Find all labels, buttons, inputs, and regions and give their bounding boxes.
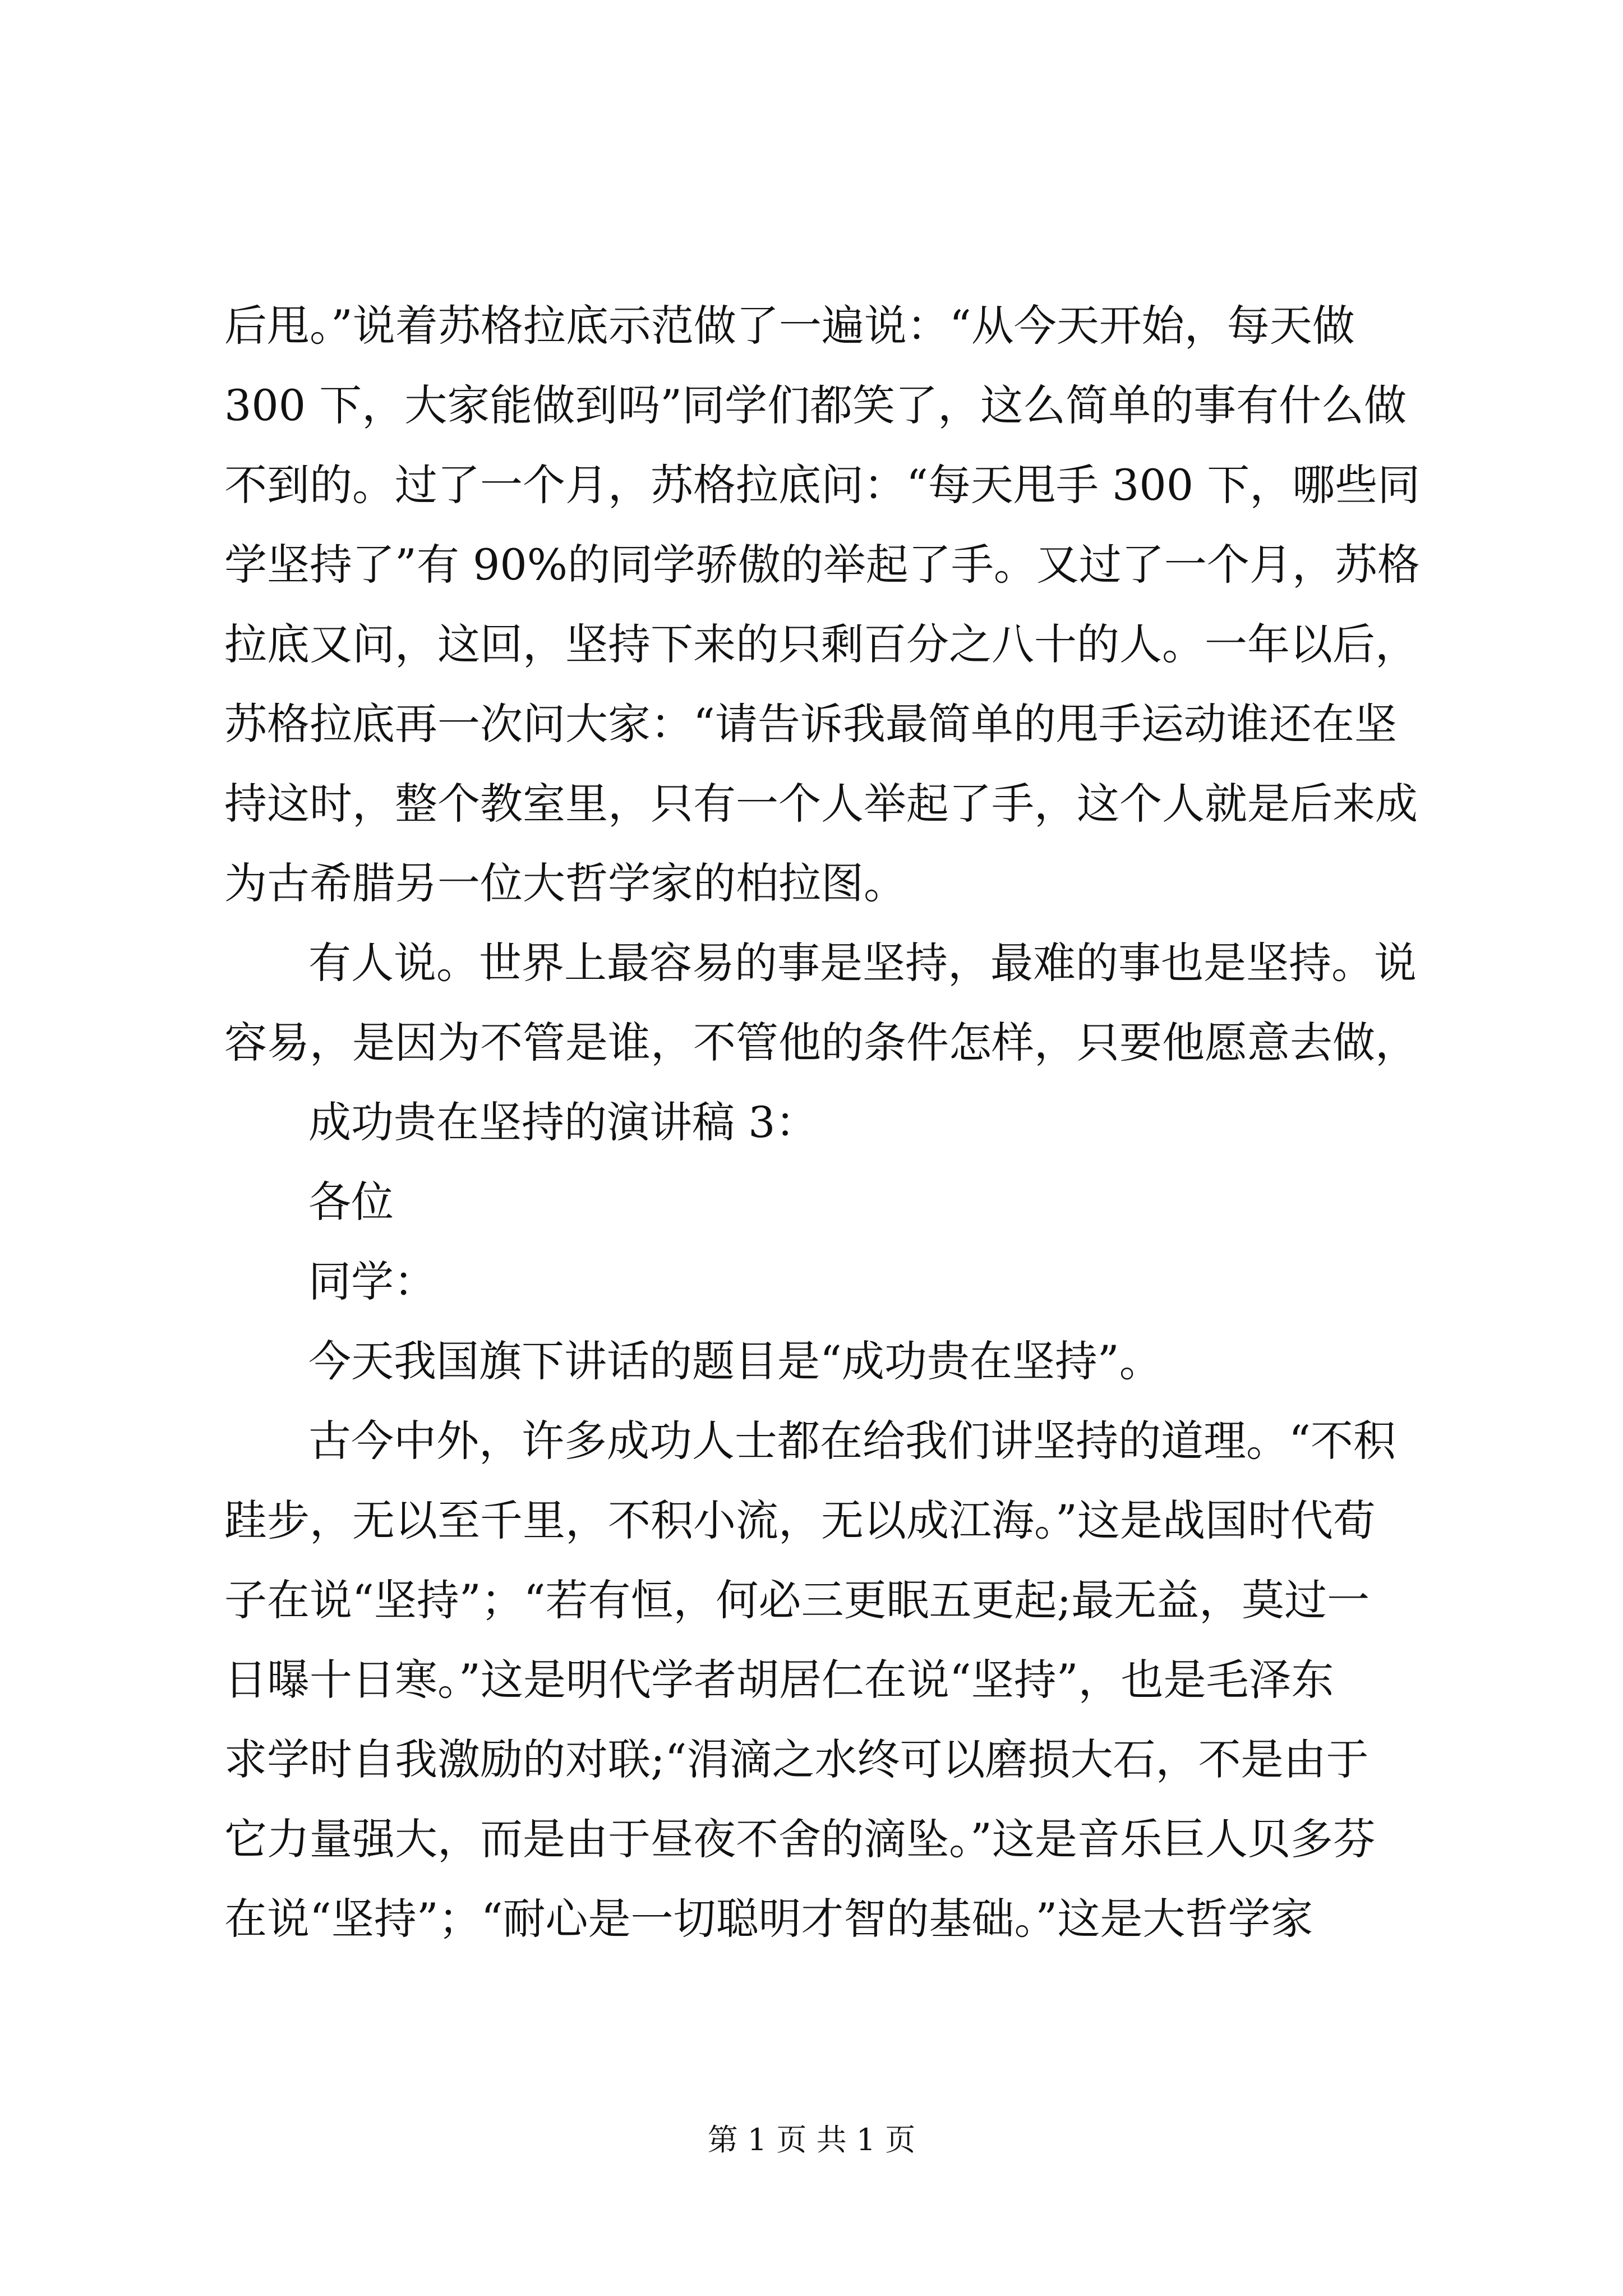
text-line: 拉底又问，这回，坚持下来的只剩百分之八十的人。一年以后， bbox=[224, 619, 1418, 669]
document-body bbox=[224, 286, 1430, 1959]
paragraph-start-line: 有人说。世界上最容易的事是坚持，最难的事也是坚持。说 bbox=[308, 938, 1417, 988]
text-line: 在说“坚持”；“耐心是一切聪明才智的基础。”这是大哲学家 bbox=[224, 1894, 1313, 1944]
text-line: 跬步，无以至千里，不积小流，无以成江海。”这是战国时代荀 bbox=[224, 1496, 1376, 1545]
text-line: 为古希腊另一位大哲学家的柏拉图。 bbox=[224, 858, 906, 908]
text-line: 300 下，大家能做到吗”同学们都笑了，这么简单的事有什么做 bbox=[224, 380, 1407, 430]
paragraph-start-line: 今天我国旗下讲话的题目是“成功贵在坚持”。 bbox=[308, 1336, 1162, 1386]
text-line: 求学时自我激励的对联;“涓滴之水终可以磨损大石，不是由于 bbox=[224, 1734, 1369, 1784]
text-line: 子在说“坚持”；“若有恒，何必三更眠五更起;最无益，莫过一 bbox=[224, 1575, 1370, 1625]
text-line: 持这时，整个教室里，只有一个人举起了手，这个人就是后来成 bbox=[224, 779, 1418, 829]
salutation-line: 同学： bbox=[308, 1257, 436, 1306]
text-line: 不到的。过了一个月，苏格拉底问：“每天甩手 300 下，哪些同 bbox=[224, 460, 1421, 510]
section-heading: 成功贵在坚持的演讲稿 3： bbox=[308, 1097, 818, 1147]
text-line: 日曝十日寒。”这是明代学者胡居仁在说“坚持”，也是毛泽东 bbox=[224, 1655, 1334, 1705]
text-line: 它力量强大，而是由于昼夜不舍的滴坠。”这是音乐巨人贝多芬 bbox=[224, 1814, 1376, 1864]
text-line: 后甩。”说着苏格拉底示范做了一遍说：“从今天开始，每天做 bbox=[224, 301, 1355, 351]
page-footer: 第 1 页 共 1 页 bbox=[707, 2122, 916, 2157]
text-line: 学坚持了”有 90%的同学骄傲的举起了手。又过了一个月，苏格 bbox=[224, 540, 1420, 590]
text-line: 容易，是因为不管是谁，不管他的条件怎样，只要他愿意去做， bbox=[224, 1018, 1418, 1068]
text-line: 苏格拉底再一次问大家：“请告诉我最简单的甩手运动谁还在坚 bbox=[224, 699, 1397, 749]
paragraph-start-line: 古今中外，许多成功人士都在给我们讲坚持的道理。“不积 bbox=[308, 1416, 1396, 1466]
salutation-line: 各位 bbox=[308, 1177, 394, 1227]
